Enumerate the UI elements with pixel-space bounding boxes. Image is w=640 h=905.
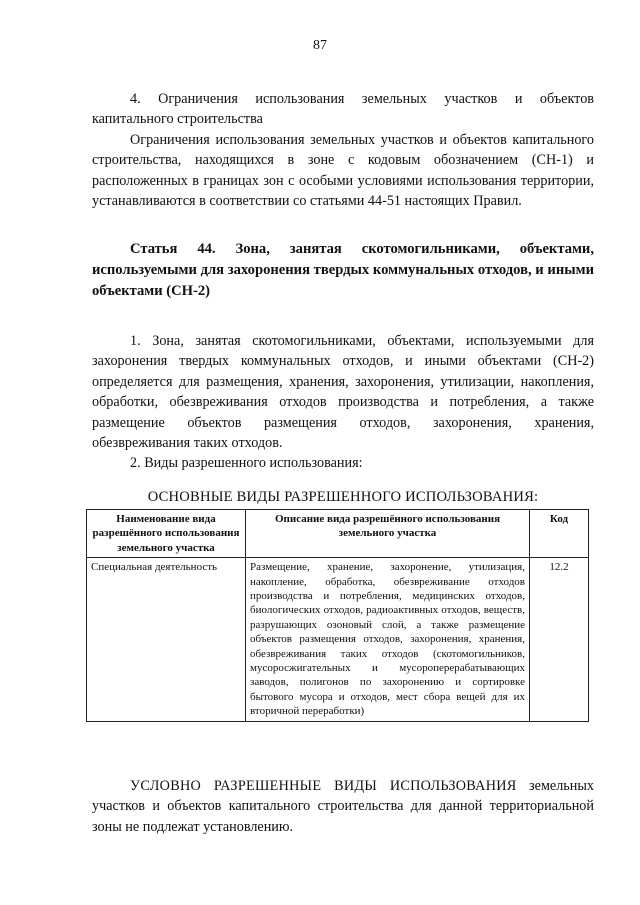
conditional-paragraph [92, 776, 594, 837]
cell-name: Специальная деятельность [87, 558, 246, 721]
conditional-rest: земельных участков и объектов капитального строительства для данной территориальной зоны не подлежат установлению. [92, 778, 594, 835]
table-row [87, 558, 589, 721]
table-title: ОСНОВНЫЕ ВИДЫ РАЗРЕШЕННОГО ИСПОЛЬЗОВАНИЯ: [147, 489, 539, 505]
paragraph-2: 2. Виды разрешенного использования: [130, 455, 363, 472]
header-code: Код [530, 510, 589, 558]
page-number: 87 [313, 38, 327, 53]
conditional-caps: УСЛОВНО РАЗРЕШЕННЫЕ ВИДЫ ИСПОЛЬЗОВАНИЯ [130, 778, 517, 794]
article-44 [92, 239, 594, 302]
section-4-heading: 4. Ограничения использования земельных участков и объектов капитального строительства [92, 91, 594, 128]
header-name: Наименование вида разрешённого использования земельного участка [87, 510, 246, 558]
conditional-uses [92, 776, 594, 837]
article-title: Статья 44. Зона, занятая скотомогильниками, объектами, используемыми для захоронения твердых коммунальных отходов, и иными объектами (СН-2) [92, 241, 594, 299]
cell-code: 12.2 [530, 558, 589, 721]
cell-description: Размещение, хранение, захоронение, утилизация, накопление, обработка, обезвреживание отходов производства и потребления, медицинских отходов, биологических отходов, радиоактивных отходов, веществ, разрушающих озоновый слой, а также размещение объектов размещения отходов, захоронения, хранения, обезвреживания таких отходов (скотомогильников, мусоросжигательных и мусороперерабатывающих заводов, полигонов по захоронению и сортировке бытового мусора и отходов, мест сбора вещей для их вторичной переработки) [246, 558, 530, 721]
header-description: Описание вида разрешённого использования земельного участка [246, 510, 530, 558]
section-4 [92, 89, 594, 211]
table-header-row [87, 510, 589, 558]
section-4-text: Ограничения использования земельных участков и объектов капитального строительства, находящихся в зоне с кодовым обозначением (СН-1) и расположенных в границах зон с особыми условиями использования территории, устанавливаются в соответствии со статьями 44-51 настоящих Правил. [92, 131, 594, 210]
article-body [92, 331, 594, 474]
paragraph-1: 1. Зона, занятая скотомогильниками, объектами, используемыми для захоронения твердых коммунальных отходов, и иными объектами (СН-2) определяется для размещения, хранения, захоронения, утилизации, накопления, обработки, обезвреживания отходов производства и потребления, а также размещение объектов размещения отходов, захоронения, хранения, обезвреживания таких отходов. [92, 333, 594, 452]
permitted-uses-table [86, 509, 589, 722]
